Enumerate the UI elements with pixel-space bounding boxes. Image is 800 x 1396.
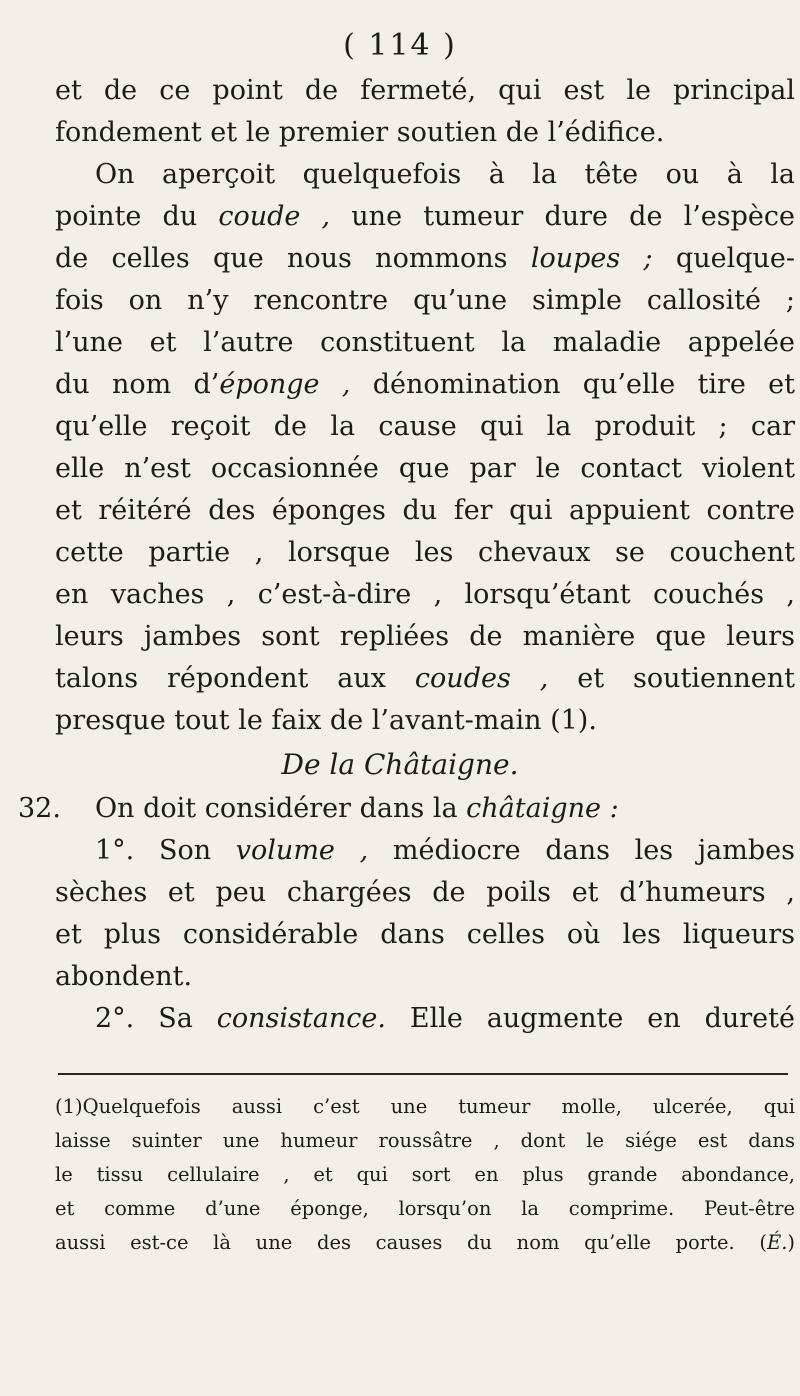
- text-line: On doit considérer dans la châtaigne :: [95, 793, 619, 824]
- text-line: pointe du coude , une tumeur dure de l’espèce: [55, 201, 795, 232]
- text-line: et plus considérable dans celles où les liqueurs: [55, 919, 795, 950]
- text-line: abondent.: [55, 961, 193, 992]
- text-line: en vaches , c’est-à-dire , lorsqu’étant couchés ,: [55, 579, 795, 610]
- text-line: et de ce point de fermeté, qui est le principal: [55, 75, 795, 106]
- text-line: sèches et peu chargées de poils et d’humeurs ,: [55, 877, 795, 908]
- footnote-line: aussi est-ce là une des causes du nom qu’elle porte. (É.): [55, 1231, 795, 1254]
- text-line: de celles que nous nommons loupes ; quelque-: [55, 243, 795, 274]
- text-line: l’une et l’autre constituent la maladie appelée: [55, 327, 795, 358]
- text-line: elle n’est occasionnée que par le contact violent: [55, 453, 795, 484]
- text-line: 2°. Sa consistance. Elle augmente en dureté: [95, 1003, 795, 1034]
- section-title: De la Châtaigne.: [281, 748, 519, 781]
- text-line: 1°. Son volume , médiocre dans les jambes: [95, 835, 795, 866]
- text-line: talons répondent aux coudes , et soutiennent: [55, 663, 795, 694]
- section-number: 32.: [18, 793, 61, 824]
- footnote-line: laisse suinter une humeur roussâtre , dont le siége est dans: [55, 1129, 795, 1152]
- text-line: qu’elle reçoit de la cause qui la produit ; car: [55, 411, 795, 442]
- text-line: On aperçoit quelquefois à la tête ou à la: [95, 159, 795, 190]
- footnote-line: le tissu cellulaire , et qui sort en plus grande abondance,: [55, 1163, 795, 1186]
- text-line: fois on n’y rencontre qu’une simple callosité ;: [55, 285, 795, 316]
- text-line: cette partie , lorsque les chevaux se couchent: [55, 537, 795, 568]
- footnote-line: et comme d’une éponge, lorsqu’on la comprime. Peut-être: [55, 1197, 795, 1220]
- text-line: leurs jambes sont repliées de manière que leurs: [55, 621, 795, 652]
- text-line: presque tout le faix de l’avant-main (1).: [55, 705, 597, 736]
- text-line: fondement et le premier soutien de l’édifice.: [55, 117, 665, 148]
- page-number: ( 114 ): [343, 28, 457, 63]
- footnote-divider: [58, 1073, 788, 1075]
- footnote-line: (1)Quelquefois aussi c’est une tumeur molle, ulcerée, qui: [55, 1095, 795, 1118]
- text-line: et réitéré des éponges du fer qui appuient contre: [55, 495, 795, 526]
- text-line: du nom d’éponge , dénomination qu’elle tire et: [55, 369, 795, 400]
